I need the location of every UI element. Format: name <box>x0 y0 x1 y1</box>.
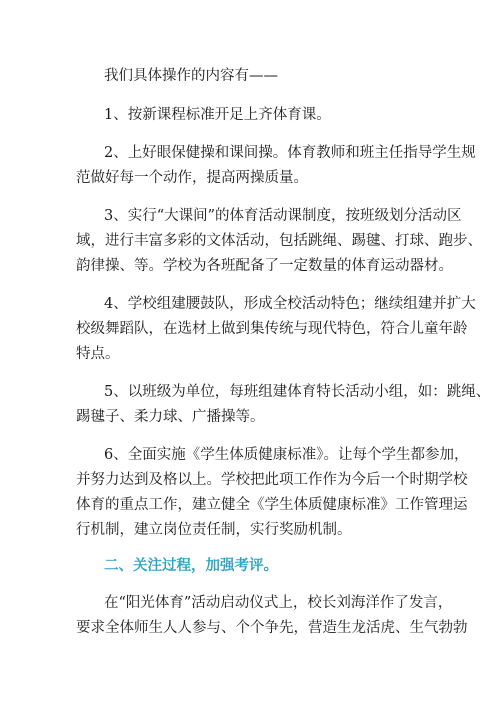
item-line: 并努力达到及格以上。学校把此项工作作为今后一个时期学校 <box>76 472 468 488</box>
closing-line: 要求全体师生人人参与、个个争先，营造生龙活虎、生气勃勃 <box>76 620 468 636</box>
item-line: 域，进行丰富多彩的文体活动，包括跳绳、踢毽、打球、跑步、 <box>76 233 482 249</box>
item-line: 1、按新课程标准开足上齐体育课。 <box>104 107 331 123</box>
item-line: 6、全面实施《学生体质健康标准》。让每个学生都参加， <box>104 447 469 463</box>
item-line: 体育的重点工作，建立健全《学生体质健康标准》工作管理运 <box>76 497 468 513</box>
item-line: 3、实行“大课间”的体育活动课制度，按班级划分活动区 <box>104 208 462 224</box>
item-line: 5、以班级为单位，每班组建体育特长活动小组，如：跳绳、 <box>104 384 491 400</box>
item-line: 行机制，建立岗位责任制，实行奖励机制。 <box>76 522 352 538</box>
item-line: 2、上好眼保健操和课间操。体育教师和班主任指导学生规 <box>104 145 476 161</box>
item-line: 4、学校组建腰鼓队，形成全校活动特色；继续组建并扩大 <box>104 296 476 312</box>
item-line: 范做好每一个动作，提高两操质量。 <box>76 170 308 186</box>
intro-line: 我们具体操作的内容有—— <box>104 68 278 84</box>
item-line: 校级舞蹈队，在选材上做到集传统与现代特色，符合儿童年龄 <box>76 321 468 337</box>
item-line: 韵律操、等。学校为各班配备了一定数量的体育运动器材。 <box>76 258 453 274</box>
closing-line: 在“阳光体育”活动启动仪式上，校长刘海洋作了发言， <box>104 595 453 611</box>
item-line: 踢毽子、柔力球、广播操等。 <box>76 409 265 425</box>
item-line: 特点。 <box>76 346 120 362</box>
section-heading: 二、关注过程，加强考评。 <box>104 557 278 574</box>
